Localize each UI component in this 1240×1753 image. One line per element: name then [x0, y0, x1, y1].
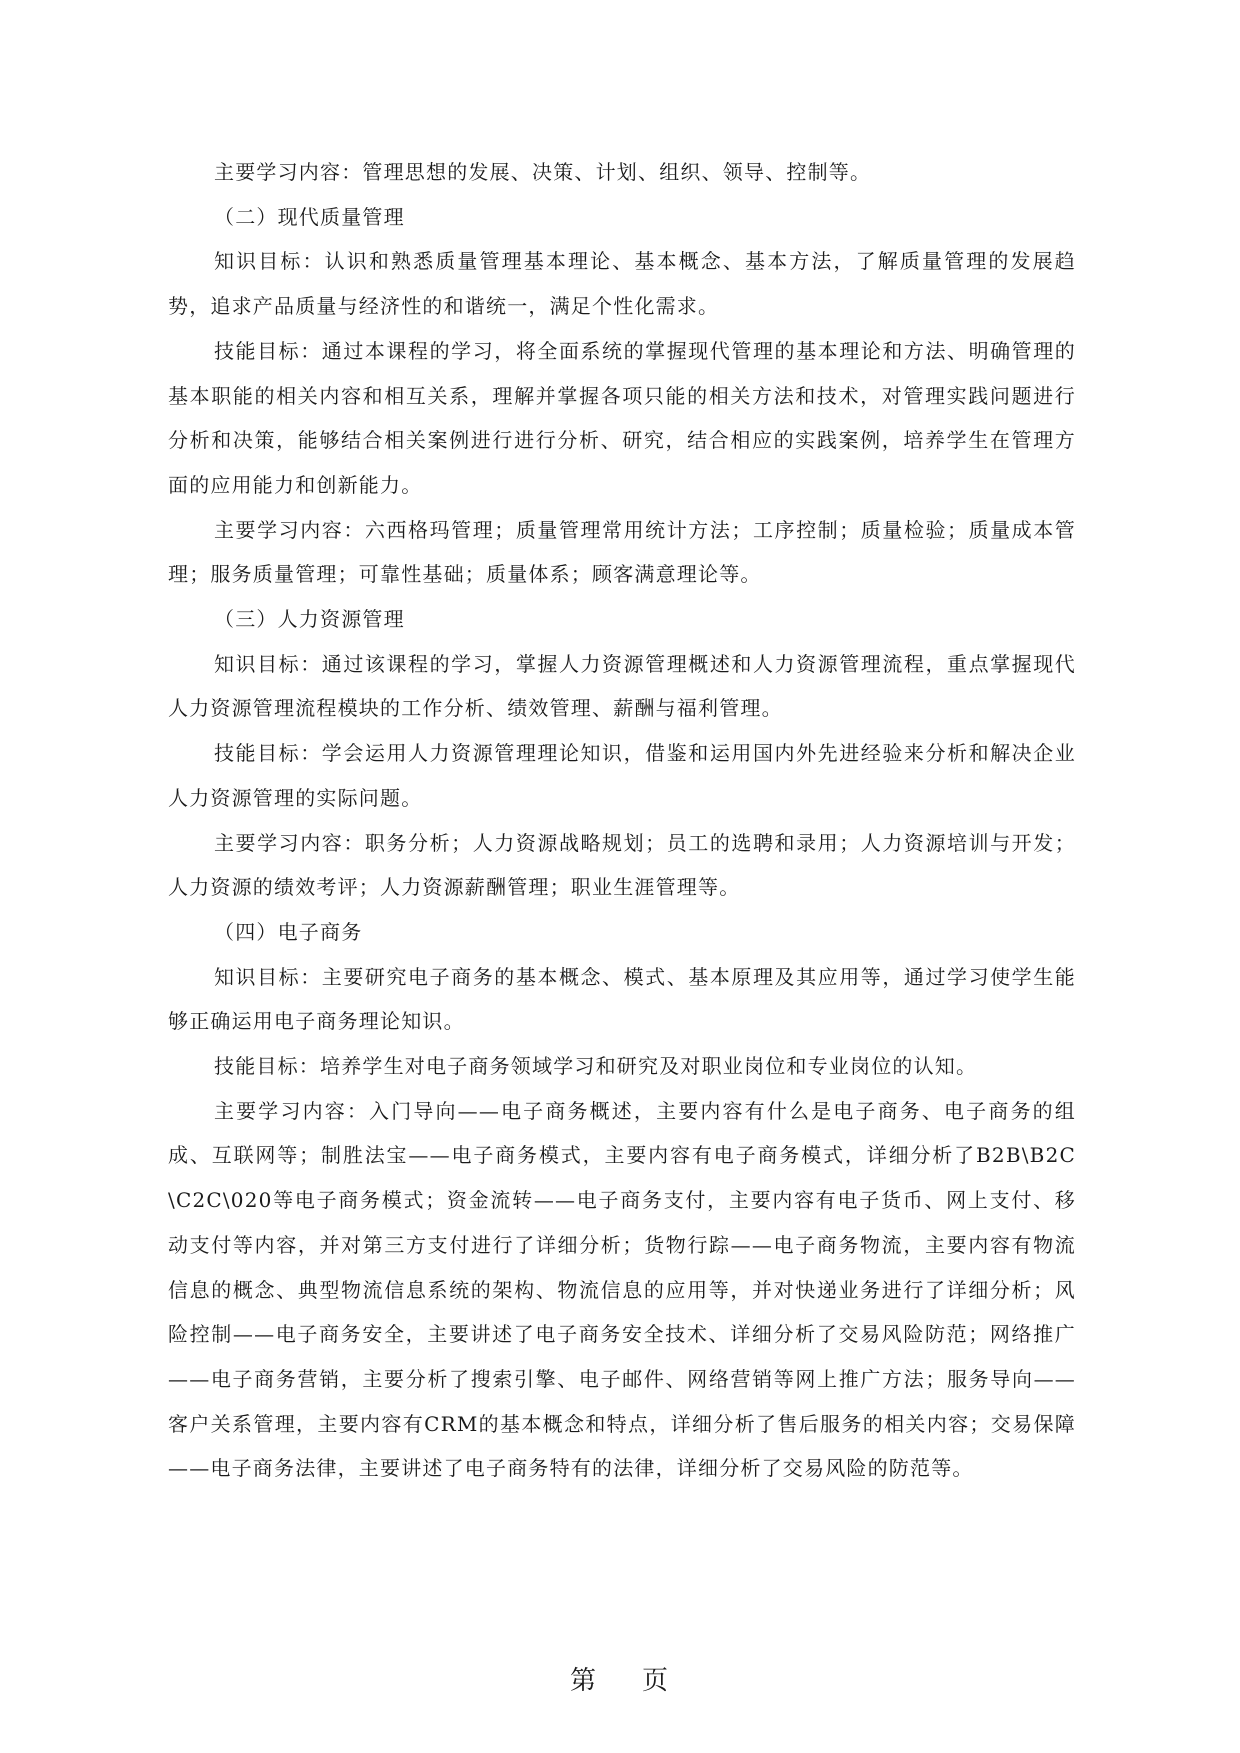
page-label-left: 第	[569, 1666, 598, 1696]
paragraph: 知识目标：通过该课程的学习，掌握人力资源管理概述和人力资源管理流程，重点掌握现代人力资源管理流程模块的工作分析、绩效管理、薪酬与福利管理。	[168, 651, 1076, 721]
paragraph: 知识目标：主要研究电子商务的基本概念、模式、基本原理及其应用等，通过学习使学生能够正确运用电子商务理论知识。	[168, 964, 1076, 1034]
paragraph: 主要学习内容：入门导向——电子商务概述，主要内容有什么是电子商务、电子商务的组成、互联网等；制胜法宝——电子商务模式，主要内容有电子商务模式，详细分析了B2B\B2C\C2C\020等电子商务模式；资金流转——电子商务支付，主要内容有电子货币、网上支付、移动支付等内容，并对第三方支付进行了详细分析；货物行踪——电子商务物流，主要内容有物流信息的概念、典型物流信息系统的架构、物流信息的应用等，并对快递业务进行了详细分析；风险控制——电子商务安全，主要讲述了电子商务安全技术、详细分析了交易风险防范；网络推广——电子商务营销，主要分析了搜索引擎、电子邮件、网络营销等网上推广方法；服务导向——客户关系管理，主要内容有CRM的基本概念和特点，详细分析了售后服务的相关内容；交易保障——电子商务法律，主要讲述了电子商务特有的法律，详细分析了交易风险的防范等。	[168, 1098, 1076, 1481]
paragraph: 技能目标：学会运用人力资源管理理论知识，借鉴和运用国内外先进经验来分析和解决企业人力资源管理的实际问题。	[168, 741, 1076, 810]
section-heading: （四）电子商务	[214, 919, 363, 944]
section-heading: （三）人力资源管理	[214, 607, 405, 632]
paragraph: 技能目标：通过本课程的学习，将全面系统的掌握现代管理的基本理论和方法、明确管理的基本职能的相关内容和相互关系，理解并掌握各项只能的相关方法和技术，对管理实践问题进行分析和决策，能够结合相关案例进行进行分析、研究，结合相应的实践案例，培养学生在管理方面的应用能力和创新能力。	[168, 338, 1076, 497]
section-heading: （二）现代质量管理	[214, 204, 405, 229]
page-footer	[0, 1660, 1240, 1697]
paragraph: 技能目标：培养学生对电子商务领域学习和研究及对职业岗位和专业岗位的认知。	[214, 1054, 978, 1079]
document-body	[168, 150, 1076, 1491]
paragraph: 主要学习内容：职务分析；人力资源战略规划；员工的选聘和录用；人力资源培训与开发；人力资源的绩效考评；人力资源薪酬管理；职业生涯管理等。	[168, 830, 1076, 900]
paragraph: 主要学习内容：管理思想的发展、决策、计划、组织、领导、控制等。	[214, 160, 872, 184]
paragraph: 知识目标：认识和熟悉质量管理基本理论、基本概念、基本方法，了解质量管理的发展趋势，追求产品质量与经济性的和谐统一，满足个性化需求。	[168, 249, 1076, 319]
page-label-right: 页	[642, 1666, 671, 1696]
paragraph: 主要学习内容：六西格玛管理；质量管理常用统计方法；工序控制；质量检验；质量成本管理；服务质量管理；可靠性基础；质量体系；顾客满意理论等。	[168, 517, 1076, 587]
